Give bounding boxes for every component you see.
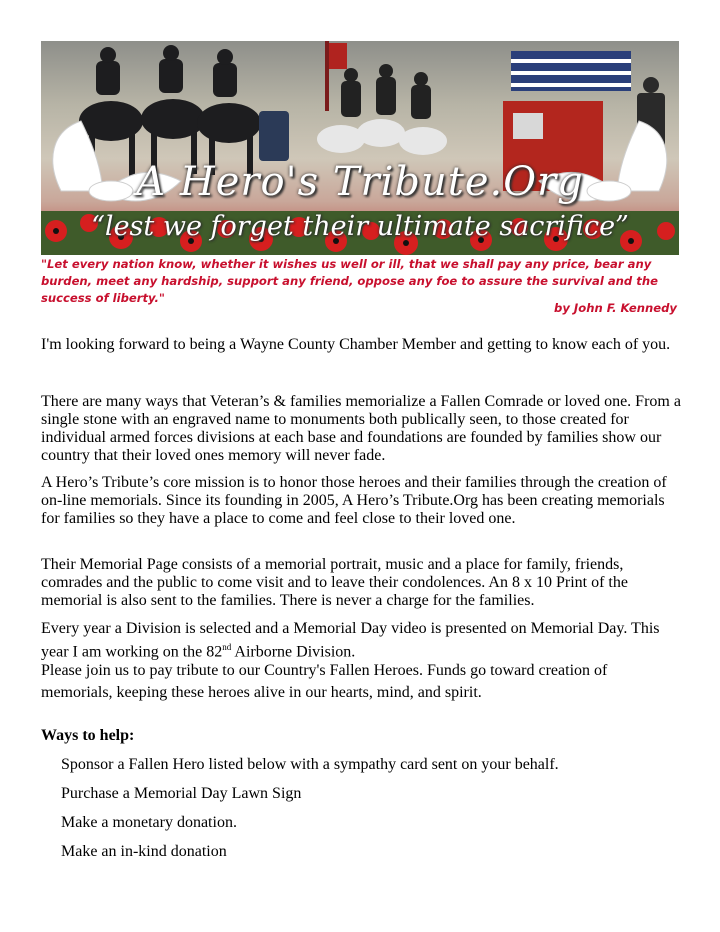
ways-to-help-list bbox=[61, 755, 559, 871]
list-item: Sponsor a Fallen Hero listed below with a sympathy card sent on your behalf. bbox=[61, 756, 559, 773]
mission-paragraph: A Hero’s Tribute’s core mission is to honor those heroes and their families through the creation of on-line memorials. Since its founding in 2005, A Hero’s Tribute.Org has been creating memorials for families so they have a place to come and feel close to their loved one. bbox=[41, 474, 667, 527]
hero-tribute-banner bbox=[41, 41, 679, 255]
banner-subtitle: “lest we forget their ultimate sacrifice” bbox=[91, 211, 629, 242]
division-text-end: Airborne Division. bbox=[231, 643, 356, 661]
intro-paragraph: I'm looking forward to being a Wayne County Chamber Member and getting to know each of you. bbox=[41, 336, 671, 353]
division-text-start: Every year a Division is selected and a Memorial Day video is presented on Memorial Day. This year I am working on the 82 bbox=[41, 620, 660, 661]
list-item: Purchase a Memorial Day Lawn Sign bbox=[61, 785, 302, 802]
list-item: Make an in-kind donation bbox=[61, 843, 227, 860]
kennedy-quote: "Let every nation know, whether it wishes us well or ill, that we shall pay any price, bear any burden, meet any hardship, support any friend, oppose any foe to assure the survival and the success of liberty." bbox=[41, 257, 658, 305]
ways-to-help-heading: Ways to help: bbox=[41, 727, 135, 744]
memorialize-paragraph: There are many ways that Veteran’s & families memorialize a Fallen Comrade or loved one. From a single stone with an engraved name to monuments both publically seen, to those created for individual armed forces divisions at each base and foundations are founded by families show our country that their loved ones memory will never fade. bbox=[41, 393, 681, 464]
division-ordinal-suffix: nd bbox=[222, 642, 232, 652]
quote-byline: by John F. Kennedy bbox=[554, 301, 677, 315]
banner-title: A Hero's Tribute.Org bbox=[136, 159, 584, 205]
list-item: Make a monetary donation. bbox=[61, 814, 237, 831]
tribute-paragraph: Please join us to pay tribute to our Country's Fallen Heroes. Funds go toward creation of memorials, keeping these heroes alive in our hearts, mind, and spirit. bbox=[41, 662, 608, 701]
memorial-page-paragraph: Their Memorial Page consists of a memorial portrait, music and a place for family, friends, comrades and the public to come visit and to leave their condolences. An 8 x 10 Print of the memorial is also sent to the families. There is never a charge for the families. bbox=[41, 556, 628, 609]
division-paragraph bbox=[41, 620, 681, 661]
